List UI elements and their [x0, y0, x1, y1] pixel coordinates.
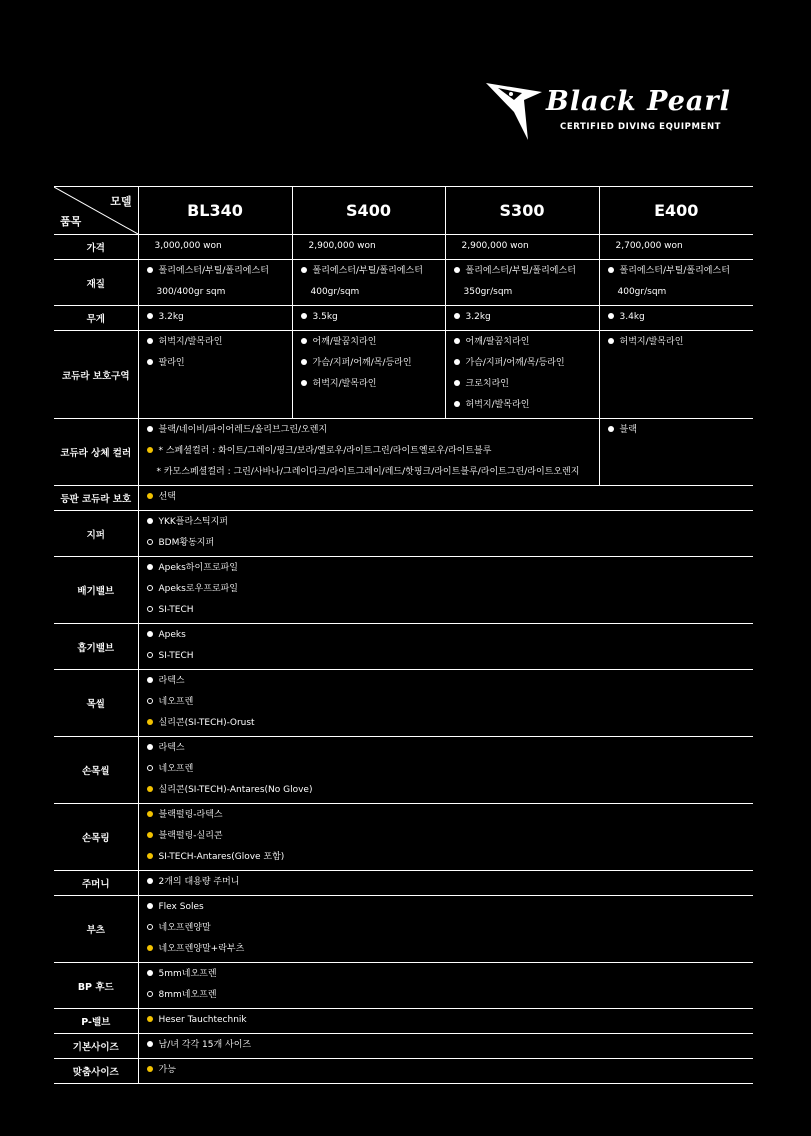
bullet-icon — [147, 585, 153, 591]
list-item: 크로치라인 — [465, 379, 509, 389]
bullet-icon — [608, 338, 614, 344]
bullet-icon — [454, 267, 460, 273]
list-item: Apeks로우프로파일 — [158, 584, 238, 594]
material-spec: 400gr/sqm — [310, 287, 360, 297]
bullet-icon — [147, 945, 153, 951]
bullet-icon — [147, 924, 153, 930]
bullet-icon — [147, 493, 153, 499]
bullet-icon — [147, 1016, 153, 1022]
list-item: 팔라인 — [158, 358, 185, 368]
list-item: 어깨/팔꿈치라인 — [465, 337, 530, 347]
list-item: 2개의 대용량 주머니 — [158, 877, 240, 887]
list-item: 남/녀 각각 15개 사이즈 — [158, 1040, 252, 1050]
row-label: 주머니 — [54, 871, 138, 896]
bullet-icon — [147, 338, 153, 344]
row-label: 코듀라 상체 컬러 — [54, 419, 138, 486]
row-label: 코듀라 보호구역 — [54, 331, 138, 419]
list-item: SI-TECH — [158, 651, 194, 661]
row-label: 지퍼 — [54, 511, 138, 557]
corner-model-label: 모델 — [110, 195, 132, 208]
row-material — [54, 260, 753, 306]
material-value: 폴리에스터/부틸/폴리에스터 — [465, 266, 576, 276]
header-row — [54, 187, 753, 235]
list-item: 블랙 — [619, 425, 637, 435]
bullet-icon — [147, 267, 153, 273]
weight-value: 3.4kg — [619, 312, 645, 322]
list-item: 5mm네오프렌 — [158, 969, 217, 979]
material-value: 폴리에스터/부틸/폴리에스터 — [158, 266, 269, 276]
row-label: 손목링 — [54, 804, 138, 871]
list-item: SI-TECH-Antares(Glove 포함) — [158, 852, 285, 862]
list-item: 블랙/네이비/파이어레드/올리브그린/오렌지 — [158, 425, 328, 435]
list-item: 블랙펄링-라텍스 — [158, 810, 223, 820]
row-cordura-color — [54, 419, 753, 486]
row-label: 기본사이즈 — [54, 1034, 138, 1059]
bullet-icon — [608, 267, 614, 273]
bullet-icon — [147, 744, 153, 750]
list-item: * 스페셜컬러 : 화이트/그레이/핑크/보라/옐로우/라이트그린/라이트옐로우/라이트블루 — [158, 446, 492, 456]
row-label: 목씰 — [54, 670, 138, 737]
bullet-icon — [147, 811, 153, 817]
list-item: YKK플라스틱지퍼 — [158, 517, 228, 527]
bullet-icon — [147, 878, 153, 884]
list-item: 허벅지/발목라인 — [312, 379, 377, 389]
bullet-icon — [608, 426, 614, 432]
bullet-icon — [147, 698, 153, 704]
bullet-icon — [147, 518, 153, 524]
list-item: 실리콘(SI-TECH)-Antares(No Glove) — [158, 785, 313, 795]
bullet-icon — [147, 426, 153, 432]
list-item: 네오프렌양말+락부츠 — [158, 944, 245, 954]
bullet-icon — [147, 359, 153, 365]
row-exhaust-valve — [54, 557, 753, 624]
row-weight — [54, 306, 753, 331]
list-item: 8mm네오프렌 — [158, 990, 217, 1000]
model-s300: S300 — [445, 187, 599, 235]
bullet-icon — [147, 765, 153, 771]
bullet-icon — [147, 447, 153, 453]
row-zipper — [54, 511, 753, 557]
weight-value: 3.5kg — [312, 312, 338, 322]
manta-ray-logo-icon — [484, 80, 544, 142]
bullet-icon — [301, 313, 307, 319]
list-item: 가능 — [158, 1065, 176, 1075]
list-item: 가슴/지퍼/어깨/목/등라인 — [465, 358, 565, 368]
list-item: * 카모스페셜컬러 : 그린/사바나/그레이다크/라이트그레이/레드/핫핑크/라이트블루/라이트그린/라이트오렌지 — [156, 467, 580, 477]
corner-item-label: 품목 — [60, 215, 82, 228]
row-wrist-seal — [54, 737, 753, 804]
material-spec: 400gr/sqm — [617, 287, 667, 297]
list-item: SI-TECH — [158, 605, 194, 615]
header-corner — [54, 187, 138, 235]
row-price — [54, 235, 753, 260]
list-item: BDM황동지퍼 — [158, 538, 215, 548]
row-back-cordura — [54, 486, 753, 511]
row-label: 맞춤사이즈 — [54, 1059, 138, 1084]
material-spec: 300/400gr sqm — [156, 287, 226, 297]
weight-value: 3.2kg — [158, 312, 184, 322]
bullet-icon — [147, 719, 153, 725]
row-pocket — [54, 871, 753, 896]
bullet-icon — [454, 313, 460, 319]
row-label: 손목씰 — [54, 737, 138, 804]
material-value: 폴리에스터/부틸/폴리에스터 — [312, 266, 423, 276]
list-item: 가슴/지퍼/어깨/목/등라인 — [312, 358, 412, 368]
list-item: Apeks — [158, 630, 186, 640]
bullet-icon — [147, 606, 153, 612]
brand-logo — [484, 80, 754, 150]
bullet-icon — [147, 970, 153, 976]
row-label: 흡기밸브 — [54, 624, 138, 670]
bullet-icon — [147, 677, 153, 683]
bullet-icon — [454, 338, 460, 344]
price-value: 2,700,000 won — [615, 241, 683, 251]
bullet-icon — [147, 539, 153, 545]
row-label: 가격 — [54, 235, 138, 260]
list-item: 네오프렌 — [158, 697, 194, 707]
list-item: 라텍스 — [158, 676, 185, 686]
row-boots — [54, 896, 753, 963]
row-custom-size — [54, 1059, 753, 1084]
bullet-icon — [147, 631, 153, 637]
bullet-icon — [301, 267, 307, 273]
bullet-icon — [147, 832, 153, 838]
list-item: 허벅지/발목라인 — [619, 337, 684, 347]
list-item: Heser Tauchtechnik — [158, 1015, 247, 1025]
bullet-icon — [147, 564, 153, 570]
list-item: 라텍스 — [158, 743, 185, 753]
brand-tagline: CERTIFIED DIVING EQUIPMENT — [560, 122, 722, 132]
list-item: 네오프렌양말 — [158, 923, 211, 933]
row-inflate-valve — [54, 624, 753, 670]
material-spec: 350gr/sqm — [463, 287, 513, 297]
row-p-valve — [54, 1009, 753, 1034]
bullet-icon — [454, 401, 460, 407]
bullet-icon — [608, 313, 614, 319]
bullet-icon — [147, 903, 153, 909]
list-item: Flex Soles — [158, 902, 204, 912]
material-value: 폴리에스터/부틸/폴리에스터 — [619, 266, 730, 276]
model-e400: E400 — [599, 187, 753, 235]
list-item: 허벅지/발목라인 — [465, 400, 530, 410]
bullet-icon — [147, 991, 153, 997]
price-value: 2,900,000 won — [461, 241, 529, 251]
bullet-icon — [147, 786, 153, 792]
row-bp-hood — [54, 963, 753, 1009]
row-label: BP 후드 — [54, 963, 138, 1009]
bullet-icon — [147, 853, 153, 859]
row-cordura-protection — [54, 331, 753, 419]
row-wrist-ring — [54, 804, 753, 871]
bullet-icon — [147, 1066, 153, 1072]
model-s400: S400 — [292, 187, 445, 235]
row-label: 배기밸브 — [54, 557, 138, 624]
spec-table — [54, 186, 753, 1084]
list-item: 실리콘(SI-TECH)-Orust — [158, 718, 255, 728]
list-item: 네오프렌 — [158, 764, 194, 774]
row-standard-size — [54, 1034, 753, 1059]
list-item: Apeks하이프로파일 — [158, 563, 238, 573]
row-neck-seal — [54, 670, 753, 737]
list-item: 블랙펄링-실리콘 — [158, 831, 223, 841]
bullet-icon — [301, 338, 307, 344]
bullet-icon — [147, 1041, 153, 1047]
row-label: 등판 코듀라 보호 — [54, 486, 138, 511]
brand-name: Black Pearl — [546, 86, 731, 117]
model-bl340: BL340 — [138, 187, 292, 235]
list-item: 어깨/팔꿈치라인 — [312, 337, 377, 347]
price-value: 2,900,000 won — [308, 241, 376, 251]
row-label: P-밸브 — [54, 1009, 138, 1034]
weight-value: 3.2kg — [465, 312, 491, 322]
row-label: 부츠 — [54, 896, 138, 963]
row-label: 재질 — [54, 260, 138, 306]
row-label: 무게 — [54, 306, 138, 331]
bullet-icon — [301, 359, 307, 365]
list-item: 선택 — [158, 492, 176, 502]
bullet-icon — [147, 313, 153, 319]
price-value: 3,000,000 won — [154, 241, 222, 251]
bullet-icon — [301, 380, 307, 386]
list-item: 허벅지/발목라인 — [158, 337, 223, 347]
bullet-icon — [454, 359, 460, 365]
bullet-icon — [454, 380, 460, 386]
bullet-icon — [147, 652, 153, 658]
